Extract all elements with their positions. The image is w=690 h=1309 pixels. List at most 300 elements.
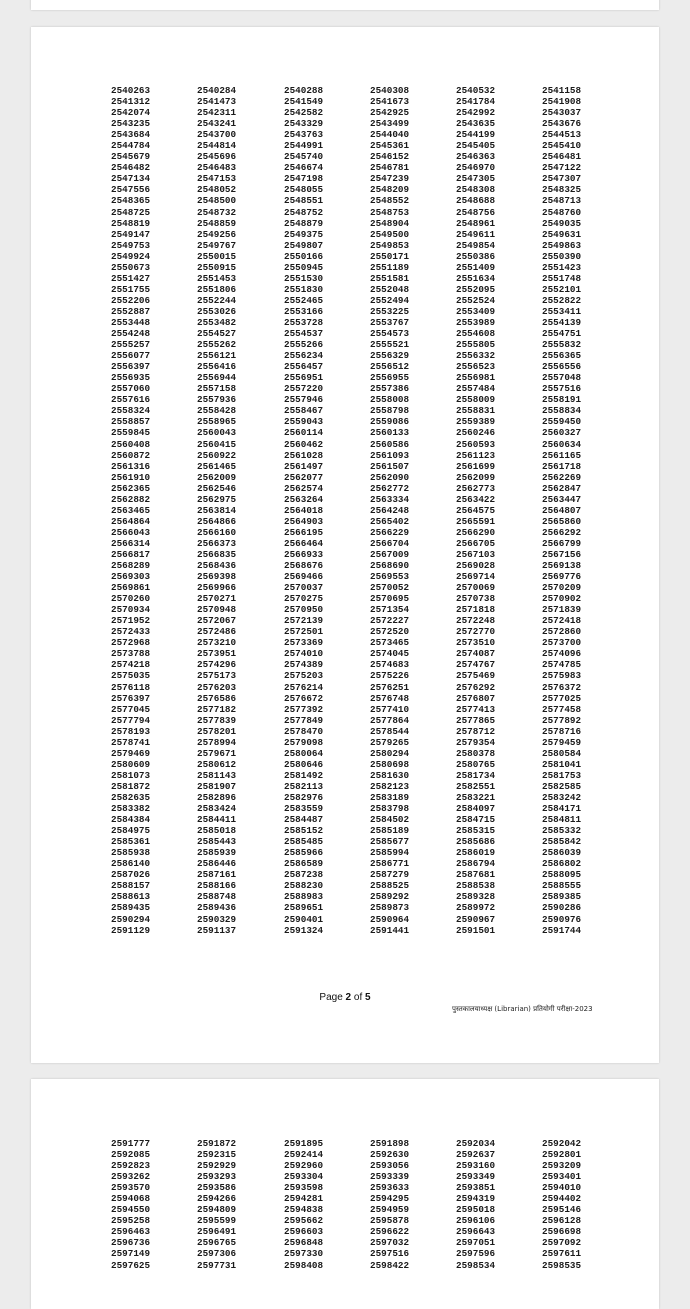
roll-number: 2594402 <box>542 1193 582 1205</box>
roll-number: 2548500 <box>197 195 237 207</box>
roll-number: 2564575 <box>456 504 496 516</box>
roll-number: 2593262 <box>111 1171 151 1183</box>
roll-number: 2591324 <box>284 924 324 936</box>
roll-number: 2569466 <box>284 571 324 583</box>
roll-number: 2595662 <box>284 1215 324 1227</box>
roll-number: 2584411 <box>197 814 237 826</box>
roll-number: 2557060 <box>111 383 151 395</box>
roll-number: 2557048 <box>542 372 582 384</box>
roll-number: 2573700 <box>542 637 582 649</box>
roll-number: 2583382 <box>111 803 151 815</box>
roll-number: 2581073 <box>111 769 151 781</box>
roll-number: 2554751 <box>542 328 582 340</box>
roll-number: 2542311 <box>197 107 237 119</box>
roll-number: 2573465 <box>370 637 410 649</box>
roll-number: 2561316 <box>111 460 151 472</box>
roll-number: 2580294 <box>370 747 410 759</box>
roll-number: 2559086 <box>370 416 410 428</box>
roll-number: 2583424 <box>197 803 237 815</box>
roll-number: 2574087 <box>456 648 496 660</box>
roll-number: 2558467 <box>284 405 324 417</box>
roll-number: 2597516 <box>370 1248 410 1260</box>
roll-number: 2585443 <box>197 836 237 848</box>
roll-number: 2597032 <box>370 1237 410 1249</box>
roll-number: 2578741 <box>111 736 151 748</box>
roll-number-table <box>111 85 602 936</box>
roll-number: 2593401 <box>542 1171 582 1183</box>
roll-number: 2577392 <box>284 703 324 715</box>
roll-number: 2580765 <box>456 758 496 770</box>
roll-number: 2587026 <box>111 869 151 881</box>
roll-number: 2580698 <box>370 758 410 770</box>
roll-number: 2542925 <box>370 107 410 119</box>
roll-number: 2543700 <box>197 129 237 141</box>
roll-number: 2551748 <box>542 272 582 284</box>
roll-number: 2562772 <box>370 482 410 494</box>
roll-number: 2585152 <box>284 825 324 837</box>
roll-number: 2562847 <box>542 482 582 494</box>
roll-number: 2569776 <box>542 571 582 583</box>
roll-number: 2588555 <box>542 880 582 892</box>
roll-number: 2561465 <box>197 460 237 472</box>
roll-number: 2562365 <box>111 482 151 494</box>
roll-number-table <box>111 1138 602 1271</box>
roll-number: 2597731 <box>197 1259 237 1271</box>
roll-number: 2555832 <box>542 339 582 351</box>
roll-number: 2541673 <box>370 96 410 108</box>
roll-number: 2596491 <box>197 1226 237 1238</box>
roll-number: 2575035 <box>111 670 151 682</box>
roll-number: 2593349 <box>456 1171 496 1183</box>
roll-number: 2572139 <box>284 615 324 627</box>
roll-number: 2548819 <box>111 217 151 229</box>
roll-number: 2556077 <box>111 350 151 362</box>
roll-number: 2579459 <box>542 736 582 748</box>
roll-number: 2561497 <box>284 460 324 472</box>
roll-number: 2547134 <box>111 173 151 185</box>
roll-number: 2596128 <box>542 1215 582 1227</box>
roll-number: 2565402 <box>370 515 410 527</box>
roll-number: 2542582 <box>284 107 324 119</box>
roll-number: 2595878 <box>370 1215 410 1227</box>
roll-number: 2558191 <box>542 394 582 406</box>
roll-number: 2566314 <box>111 537 151 549</box>
roll-number: 2549767 <box>197 239 237 251</box>
roll-number: 2546781 <box>370 162 410 174</box>
roll-number: 2540284 <box>197 85 237 96</box>
roll-number: 2598408 <box>284 1259 324 1271</box>
roll-number: 2575173 <box>197 670 237 682</box>
roll-number: 2560462 <box>284 438 324 450</box>
roll-number: 2593851 <box>456 1182 496 1194</box>
roll-number: 2552101 <box>542 283 582 295</box>
roll-number: 2570037 <box>284 582 324 594</box>
roll-number: 2574296 <box>197 659 237 671</box>
roll-number: 2556416 <box>197 361 237 373</box>
roll-number: 2595258 <box>111 1215 151 1227</box>
roll-number: 2574045 <box>370 648 410 660</box>
roll-number: 2555262 <box>197 339 237 351</box>
roll-number: 2598534 <box>456 1259 496 1271</box>
roll-number: 2552524 <box>456 294 496 306</box>
roll-number: 2558009 <box>456 394 496 406</box>
roll-number: 2543635 <box>456 118 496 130</box>
roll-number: 2581872 <box>111 780 151 792</box>
roll-number: 2592637 <box>456 1149 496 1161</box>
roll-number: 2583559 <box>284 803 324 815</box>
roll-number: 2583242 <box>542 792 582 803</box>
roll-number: 2558965 <box>197 416 237 428</box>
roll-number: 2572860 <box>542 626 582 638</box>
roll-number: 2560246 <box>456 427 496 439</box>
roll-number: 2558324 <box>111 405 151 417</box>
roll-number: 2564866 <box>197 515 237 527</box>
page-number <box>31 992 659 1003</box>
roll-number: 2570275 <box>284 593 324 605</box>
roll-number: 2563264 <box>284 493 324 505</box>
roll-number: 2593209 <box>542 1160 582 1172</box>
roll-number: 2553166 <box>284 305 324 317</box>
roll-number: 2551830 <box>284 283 324 295</box>
roll-number: 2556981 <box>456 372 496 384</box>
roll-number: 2584097 <box>456 803 496 815</box>
roll-number: 2563465 <box>111 504 151 516</box>
roll-number: 2558798 <box>370 405 410 417</box>
roll-number: 2597330 <box>284 1248 324 1260</box>
roll-number: 2550171 <box>370 250 410 262</box>
roll-number: 2567156 <box>542 548 582 560</box>
roll-number: 2573951 <box>197 648 237 660</box>
roll-number: 2590967 <box>456 913 496 925</box>
roll-number: 2559450 <box>542 416 582 428</box>
roll-number: 2557220 <box>284 383 324 395</box>
roll-number: 2560586 <box>370 438 410 450</box>
exam-title: पुस्तकालयाध्यक्ष (Librarian) प्रतियोगी परीक्षा-2023 <box>452 1005 593 1013</box>
roll-number: 2551453 <box>197 272 237 284</box>
roll-number: 2581143 <box>197 769 237 781</box>
roll-number: 2566292 <box>542 526 582 538</box>
roll-number: 2594295 <box>370 1193 410 1205</box>
roll-number: 2548308 <box>456 184 496 196</box>
roll-number: 2545405 <box>456 140 496 152</box>
roll-number: 2588166 <box>197 880 237 892</box>
roll-number: 2556329 <box>370 350 410 362</box>
roll-number: 2545696 <box>197 151 237 163</box>
roll-number: 2551634 <box>456 272 496 284</box>
roll-number: 2595018 <box>456 1204 496 1216</box>
roll-number: 2580646 <box>284 758 324 770</box>
roll-number: 2557386 <box>370 383 410 395</box>
roll-number: 2563334 <box>370 493 410 505</box>
roll-number: 2564248 <box>370 504 410 516</box>
roll-number: 2582896 <box>197 792 237 803</box>
roll-number: 2591777 <box>111 1138 151 1149</box>
roll-number: 2580609 <box>111 758 151 770</box>
roll-number: 2549147 <box>111 228 151 240</box>
roll-number: 2583798 <box>370 803 410 815</box>
roll-number: 2549375 <box>284 228 324 240</box>
roll-number: 2549035 <box>542 217 582 229</box>
roll-number: 2574010 <box>284 648 324 660</box>
roll-number: 2576118 <box>111 681 151 693</box>
roll-number: 2548725 <box>111 206 151 218</box>
roll-number: 2596622 <box>370 1226 410 1238</box>
roll-number: 2591898 <box>370 1138 410 1149</box>
roll-number: 2584171 <box>542 803 582 815</box>
roll-number: 2585315 <box>456 825 496 837</box>
roll-number: 2566933 <box>284 548 324 560</box>
roll-number: 2560415 <box>197 438 237 450</box>
roll-number: 2589435 <box>111 902 151 914</box>
roll-number: 2556512 <box>370 361 410 373</box>
roll-number: 2585677 <box>370 836 410 848</box>
roll-number: 2570934 <box>111 604 151 616</box>
roll-number: 2591137 <box>197 924 237 936</box>
roll-number: 2596736 <box>111 1237 151 1249</box>
roll-number: 2576203 <box>197 681 237 693</box>
roll-number: 2547153 <box>197 173 237 185</box>
roll-number: 2594319 <box>456 1193 496 1205</box>
roll-number: 2577794 <box>111 714 151 726</box>
roll-number: 2549611 <box>456 228 496 240</box>
roll-number: 2556556 <box>542 361 582 373</box>
roll-number: 2565591 <box>456 515 496 527</box>
roll-number: 2597625 <box>111 1259 151 1271</box>
roll-number: 2597149 <box>111 1248 151 1260</box>
roll-number: 2597051 <box>456 1237 496 1249</box>
roll-number: 2570069 <box>456 582 496 594</box>
roll-number: 2549753 <box>111 239 151 251</box>
roll-number: 2566373 <box>197 537 237 549</box>
roll-number: 2574096 <box>542 648 582 660</box>
roll-number: 2570948 <box>197 604 237 616</box>
roll-number: 2553482 <box>197 316 237 328</box>
roll-number: 2545410 <box>542 140 582 152</box>
roll-number: 2561910 <box>111 471 151 483</box>
roll-number: 2556944 <box>197 372 237 384</box>
roll-number: 2540288 <box>284 85 324 96</box>
roll-number: 2585994 <box>370 847 410 859</box>
roll-number: 2547556 <box>111 184 151 196</box>
roll-number: 2586589 <box>284 858 324 870</box>
roll-number: 2594959 <box>370 1204 410 1216</box>
roll-number: 2551806 <box>197 283 237 295</box>
roll-number: 2582551 <box>456 780 496 792</box>
roll-number: 2548055 <box>284 184 324 196</box>
roll-number: 2572227 <box>370 615 410 627</box>
roll-number: 2591744 <box>542 924 582 936</box>
roll-number: 2592315 <box>197 1149 237 1161</box>
roll-number: 2586019 <box>456 847 496 859</box>
roll-number: 2583189 <box>370 792 410 803</box>
roll-number: 2576251 <box>370 681 410 693</box>
roll-number: 2553026 <box>197 305 237 317</box>
roll-number: 2542074 <box>111 107 151 119</box>
roll-number: 2566195 <box>284 526 324 538</box>
roll-number: 2551755 <box>111 283 151 295</box>
roll-number: 2548961 <box>456 217 496 229</box>
roll-number: 2552465 <box>284 294 324 306</box>
roll-number: 2588525 <box>370 880 410 892</box>
roll-number: 2549854 <box>456 239 496 251</box>
roll-number: 2546152 <box>370 151 410 163</box>
roll-number: 2543499 <box>370 118 410 130</box>
roll-number: 2576372 <box>542 681 582 693</box>
roll-number: 2543684 <box>111 129 151 141</box>
roll-number: 2572248 <box>456 615 496 627</box>
roll-number: 2569028 <box>456 560 496 572</box>
page-total: 5 <box>365 992 371 1003</box>
roll-number: 2572418 <box>542 615 582 627</box>
roll-number: 2570271 <box>197 593 237 605</box>
roll-number: 2588230 <box>284 880 324 892</box>
roll-number: 2561165 <box>542 449 582 461</box>
roll-number: 2588613 <box>111 891 151 903</box>
roll-number: 2568289 <box>111 560 151 572</box>
roll-number: 2591129 <box>111 924 151 936</box>
roll-number: 2547198 <box>284 173 324 185</box>
roll-number: 2545361 <box>370 140 410 152</box>
roll-number: 2556523 <box>456 361 496 373</box>
roll-number: 2579469 <box>111 747 151 759</box>
roll-number: 2584975 <box>111 825 151 837</box>
roll-number: 2567103 <box>456 548 496 560</box>
roll-number: 2573510 <box>456 637 496 649</box>
roll-number: 2585018 <box>197 825 237 837</box>
roll-number: 2598535 <box>542 1259 582 1271</box>
roll-number: 2553409 <box>456 305 496 317</box>
roll-number: 2569398 <box>197 571 237 583</box>
roll-number: 2585485 <box>284 836 324 848</box>
roll-number: 2551427 <box>111 272 151 284</box>
roll-number: 2563447 <box>542 493 582 505</box>
roll-number: 2552822 <box>542 294 582 306</box>
page-current: 2 <box>345 992 352 1003</box>
roll-number: 2582635 <box>111 792 151 803</box>
roll-number: 2582976 <box>284 792 324 803</box>
roll-number: 2588748 <box>197 891 237 903</box>
roll-number: 2596463 <box>111 1226 151 1238</box>
roll-number: 2580064 <box>284 747 324 759</box>
roll-number: 2566704 <box>370 537 410 549</box>
roll-number: 2591895 <box>284 1138 324 1149</box>
roll-number: 2570260 <box>111 593 151 605</box>
roll-number: 2587279 <box>370 869 410 881</box>
roll-number: 2557936 <box>197 394 237 406</box>
roll-number: 2566229 <box>370 526 410 538</box>
roll-number: 2591501 <box>456 924 496 936</box>
roll-number: 2594010 <box>542 1182 582 1194</box>
roll-number: 2571354 <box>370 604 410 616</box>
roll-number: 2547305 <box>456 173 496 185</box>
roll-number: 2560327 <box>542 427 582 439</box>
roll-number: 2567009 <box>370 548 410 560</box>
roll-number: 2549924 <box>111 250 151 262</box>
roll-number: 2548904 <box>370 217 410 229</box>
roll-number: 2550015 <box>197 250 237 262</box>
roll-number: 2578470 <box>284 725 324 737</box>
roll-number: 2590329 <box>197 913 237 925</box>
roll-number: 2546482 <box>111 162 151 174</box>
roll-number: 2562975 <box>197 493 237 505</box>
roll-number: 2586140 <box>111 858 151 870</box>
roll-number: 2592414 <box>284 1149 324 1161</box>
roll-number: 2581734 <box>456 769 496 781</box>
roll-number: 2553225 <box>370 305 410 317</box>
roll-number: 2556457 <box>284 361 324 373</box>
roll-number: 2566705 <box>456 537 496 549</box>
roll-number: 2562009 <box>197 471 237 483</box>
roll-number: 2571952 <box>111 615 151 627</box>
roll-number: 2546481 <box>542 151 582 163</box>
roll-number: 2564864 <box>111 515 151 527</box>
roll-number: 2585939 <box>197 847 237 859</box>
roll-number: 2574389 <box>284 659 324 671</box>
roll-number: 2555521 <box>370 339 410 351</box>
roll-number: 2548859 <box>197 217 237 229</box>
roll-number: 2554139 <box>542 316 582 328</box>
roll-number: 2592085 <box>111 1149 151 1161</box>
roll-number: 2552095 <box>456 283 496 295</box>
roll-number: 2584487 <box>284 814 324 826</box>
roll-number: 2548688 <box>456 195 496 207</box>
roll-number: 2584715 <box>456 814 496 826</box>
roll-number: 2550673 <box>111 261 151 273</box>
roll-number: 2598422 <box>370 1259 410 1271</box>
roll-number: 2569303 <box>111 571 151 583</box>
roll-number: 2574785 <box>542 659 582 671</box>
roll-number: 2566160 <box>197 526 237 538</box>
roll-number: 2548753 <box>370 206 410 218</box>
roll-number: 2550945 <box>284 261 324 273</box>
roll-number: 2577865 <box>456 714 496 726</box>
roll-number: 2561507 <box>370 460 410 472</box>
roll-number: 2577182 <box>197 703 237 715</box>
roll-number: 2553411 <box>542 305 582 317</box>
roll-number: 2576586 <box>197 692 237 704</box>
roll-number: 2593339 <box>370 1171 410 1183</box>
roll-number: 2588095 <box>542 869 582 881</box>
roll-number: 2543676 <box>542 118 582 130</box>
roll-number: 2552048 <box>370 283 410 295</box>
roll-number: 2549631 <box>542 228 582 240</box>
roll-number: 2566817 <box>111 548 151 560</box>
roll-number: 2546674 <box>284 162 324 174</box>
roll-number: 2562882 <box>111 493 151 505</box>
roll-number: 2589328 <box>456 891 496 903</box>
roll-number: 2543235 <box>111 118 151 130</box>
roll-number: 2585686 <box>456 836 496 848</box>
roll-number: 2546970 <box>456 162 496 174</box>
roll-number: 2560872 <box>111 449 151 461</box>
roll-number: 2545679 <box>111 151 151 163</box>
roll-number: 2585938 <box>111 847 151 859</box>
roll-number: 2593304 <box>284 1171 324 1183</box>
roll-number: 2576397 <box>111 692 151 704</box>
roll-number: 2541312 <box>111 96 151 108</box>
roll-number: 2576214 <box>284 681 324 693</box>
roll-number: 2547307 <box>542 173 582 185</box>
page-of: of <box>353 992 363 1003</box>
roll-number: 2596643 <box>456 1226 496 1238</box>
roll-number: 2548551 <box>284 195 324 207</box>
roll-number: 2577864 <box>370 714 410 726</box>
roll-number: 2566464 <box>284 537 324 549</box>
roll-number: 2556234 <box>284 350 324 362</box>
roll-number: 2578716 <box>542 725 582 737</box>
roll-number: 2569553 <box>370 571 410 583</box>
roll-number: 2556365 <box>542 350 582 362</box>
